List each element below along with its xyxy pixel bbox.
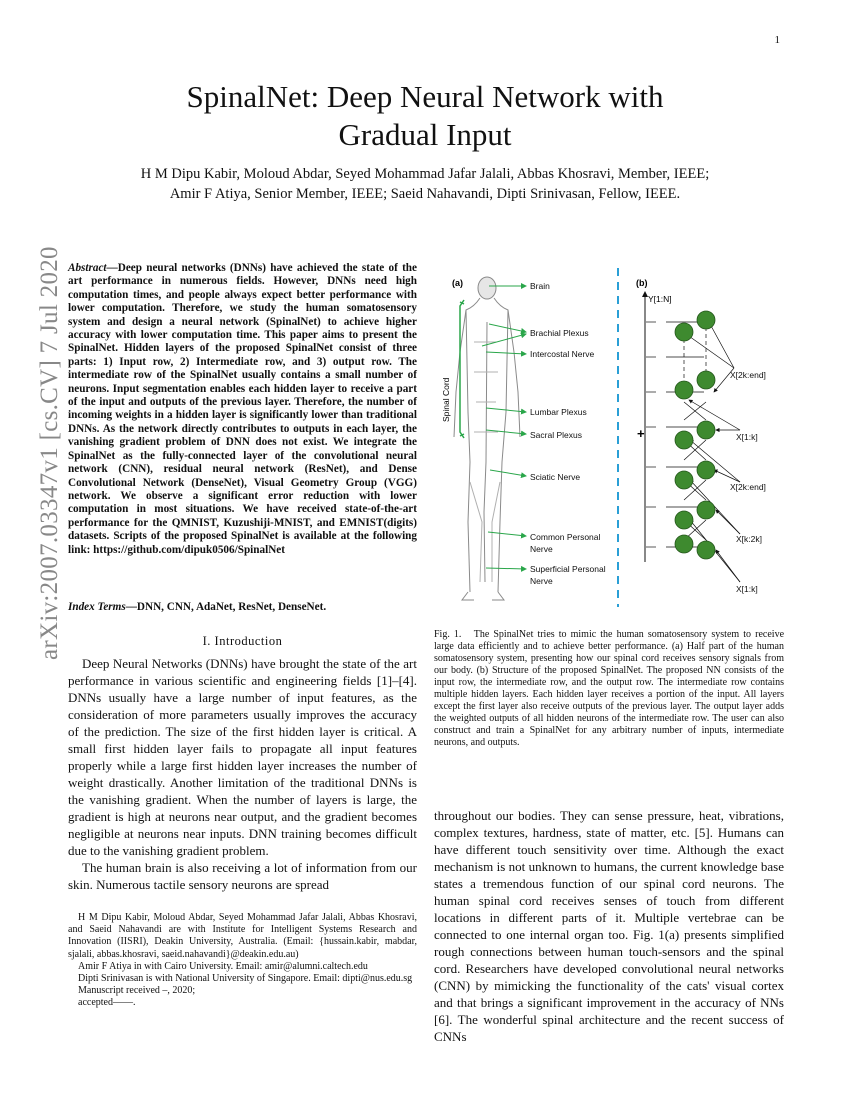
- nerve-labels: [530, 281, 606, 586]
- abstract-label: Abstract: [68, 262, 107, 274]
- title-line-2: Gradual Input: [338, 117, 512, 152]
- arxiv-stamp: [6, 246, 66, 670]
- caption-text: The SpinalNet tries to mimic the human somatosensory system to receive large data efficiently and to achieve better performance. (a) Half part of the human somatosensory system, presenting how our spinal cord receives sensory signals from our body. (b) Structure of the proposed SpinalNet. The proposed NN consists of the input row, the intermediate row, and the output row. The intermediate row contains multiple hidden layers. Each hidden layer receives a portion of the input. All layers except the first layer also receive outputs of the previous layer. The output layer adds the weighted outputs of all hidden neurons of the intermediate row. The user can also construct and train a SpinalNet for any arbitrary number of inputs, intermediate neurons, and outputs.: [434, 629, 785, 748]
- right-column-text: [434, 807, 784, 1045]
- input-label-5: X[1:k]: [736, 584, 758, 594]
- caption-label: Fig. 1.: [434, 629, 462, 640]
- footnotes: [68, 912, 417, 1010]
- page-number: 1: [774, 34, 780, 46]
- neuron: [697, 541, 715, 559]
- input-label-4: X[k:2k]: [736, 534, 762, 544]
- authors-line-1: H M Dipu Kabir, Moloud Abdar, Seyed Mohammad Jafar Jalali, Abbas Khosravi, Member, IEEE;: [140, 166, 710, 182]
- neuron: [675, 471, 693, 489]
- footnote-affiliation-cairo: Amir F Atiya in with Cairo University. Email: amir@alumni.caltech.edu: [78, 960, 368, 972]
- title-line-1: SpinalNet: Deep Neural Network with: [186, 79, 664, 114]
- figure-caption: [434, 629, 784, 749]
- footnote-affiliation-deakin: H M Dipu Kabir, Moloud Abdar, Seyed Mohammad Jafar Jalali, Abbas Khosravi, and Saeid Nahavandi are with Institute for Intelligent Systems Research and Innovation (IISRI), Deakin University, Australia. (Email: {hussain.kabir, mabdar, sjalali, abbas.khosravi, saeid.nahavandi}@deakin.edu.au): [68, 912, 417, 960]
- input-label-2: X[1:k]: [736, 432, 758, 442]
- arxiv-id: arXiv:2007.03347v1 [cs.CV] 7 Jul 2020: [36, 246, 63, 660]
- neuron: [697, 461, 715, 479]
- input-label-3: X[2k:end]: [730, 482, 766, 492]
- sum-symbol: +: [637, 426, 645, 441]
- index-terms-label: Index Terms: [68, 601, 126, 613]
- label-lumbar-plexus: Lumbar Plexus: [530, 407, 587, 417]
- neuron: [675, 323, 693, 341]
- human-figure-icon: [454, 277, 520, 600]
- panel-a-label: (a): [452, 278, 463, 288]
- neuron: [675, 381, 693, 399]
- neuron: [675, 535, 693, 553]
- author-list: [60, 164, 790, 204]
- intro-paragraph-1: Deep Neural Networks (DNNs) have brought the state of the art performance in various scientific and engineering fields [1]–[4]. DNNs usually have a large number of input features, as the consideration of more parameters usually improves the accuracy of the prediction. The size of the first hidden layer is critical. A small first hidden layer fails to propagate all input features properly while a large first hidden layer increases the number of weight drastically. Another limitation of the traditional DNNs is the vanishing gradient. When the number of layers is large, the gradient is high at neurons near output, and the gradient becomes negligible at neurons near inputs. DNN training becomes difficult due to the vanishing gradient problem.: [68, 656, 417, 858]
- figure-1: [434, 262, 804, 622]
- spinal-cord-label: Spinal Cord: [441, 377, 451, 422]
- output-label: Y[1:N]: [648, 294, 672, 304]
- neuron: [697, 371, 715, 389]
- intro-text: [68, 655, 417, 893]
- label-brain: Brain: [530, 281, 550, 291]
- section-title: I. Introduction: [202, 634, 283, 648]
- neurons: [675, 311, 715, 559]
- label-common-personal-nerve: Nerve: [530, 544, 553, 554]
- label-sciatic-nerve: Sciatic Nerve: [530, 472, 581, 482]
- footnote-manuscript-received: Manuscript received –, 2020;: [78, 985, 196, 997]
- intro-paragraph-2: The human brain is also receiving a lot of information from our skin. Numerous tactile sensory neurons are spread: [68, 860, 417, 892]
- neuron: [697, 421, 715, 439]
- input-label-1: X[2k:end]: [730, 370, 766, 380]
- spinal-cord-bracket: [460, 300, 464, 438]
- right-paragraph: throughout our bodies. They can sense pressure, heat, vibrations, complex textures, hardness, state of matter, etc. [5]. Humans can have different touch sensitivity over time. Although the exact mechanism is not unknown to humans, the current knowledge base states a tremendous function of our spinal cord neurons. The human spinal cord receives senses of touch from different locations in different parts of it. Multiple vertebrae can be connected to one internal organ too. Fig. 1(a) presents simplified rough connections between human touch-sensors and the spinal cord. Researchers have developed convolutional neural networks (CNN) by mimicking the functionality of the cats' visual cortex and that brings a significant improvement in the accuracy of NNs [6]. The wonderful spinal architecture and the recent success of CNNs: [434, 808, 784, 1044]
- label-superficial-personal-nerve: Nerve: [530, 576, 553, 586]
- footnote-accepted: accepted——.: [78, 997, 136, 1009]
- paper-title: [0, 78, 850, 154]
- neuron: [697, 311, 715, 329]
- neuron: [675, 511, 693, 529]
- label-common-personal: Common Personal: [530, 532, 601, 542]
- footnote-affiliation-nus: Dipti Srinivasan is with National University of Singapore. Email: dipti@nus.edu.sg: [78, 973, 413, 985]
- label-superficial-personal: Superficial Personal: [530, 564, 606, 574]
- input-labels: [730, 370, 766, 594]
- figure-1-drawing: [434, 262, 804, 622]
- label-sacral-plexus: Sacral Plexus: [530, 430, 582, 440]
- neuron: [697, 501, 715, 519]
- panel-b-label: (b): [636, 278, 648, 288]
- index-terms: [68, 601, 417, 613]
- label-brachial-plexus: Brachial Plexus: [530, 328, 589, 338]
- index-terms-text: —DNN, CNN, AdaNet, ResNet, DenseNet.: [125, 601, 327, 613]
- neuron: [675, 431, 693, 449]
- abstract-text: —Deep neural networks (DNNs) have achieved the state of the art performance in numerous fields. However, DNNs need high computation times, and people always expect better performance with lower computation. Therefore, we study the human somatosensory system and design a neural network (SpinalNet) to achieve higher accuracy with lower computation time. This paper aims to present the SpinalNet. Hidden layers of the proposed SpinalNet consist of three parts: 1) Input row, 2) Intermediate row, and 3) output row. The intermediate row of the SpinalNet usually contains a small number of neurons. Input segmentation enables each hidden layer to receive a part of the input and outputs of the previous layer. Therefore, the number of incoming weights in a hidden layer is significantly lower than traditional DNNs. As the network directly contributes to outputs in each layer, the vanishing gradient problem of DNN does not exist. We integrate the SpinalNet as the fully-connected layer of the convolutional neural network (CNN), residual neural network (ResNet), and Dense Convolutional Network (DenseNet), Visual Geometry Group (VGG) network. We observe a significant error reduction with lower computation in most situations. We have received state-of-the-art performance for the QMNIST, Kuzushiji-MNIST, and EMNIST(digits) datasets. Scripts of the proposed SpinalNet is available at the following link: https://github.com/dipuk0506/SpinalNet: [68, 262, 417, 556]
- authors-line-2: Amir F Atiya, Senior Member, IEEE; Saeid Nahavandi, Dipti Srinivasan, Fellow, IEEE.: [169, 186, 681, 202]
- label-intercostal-nerve: Intercostal Nerve: [530, 349, 595, 359]
- abstract: [68, 262, 417, 557]
